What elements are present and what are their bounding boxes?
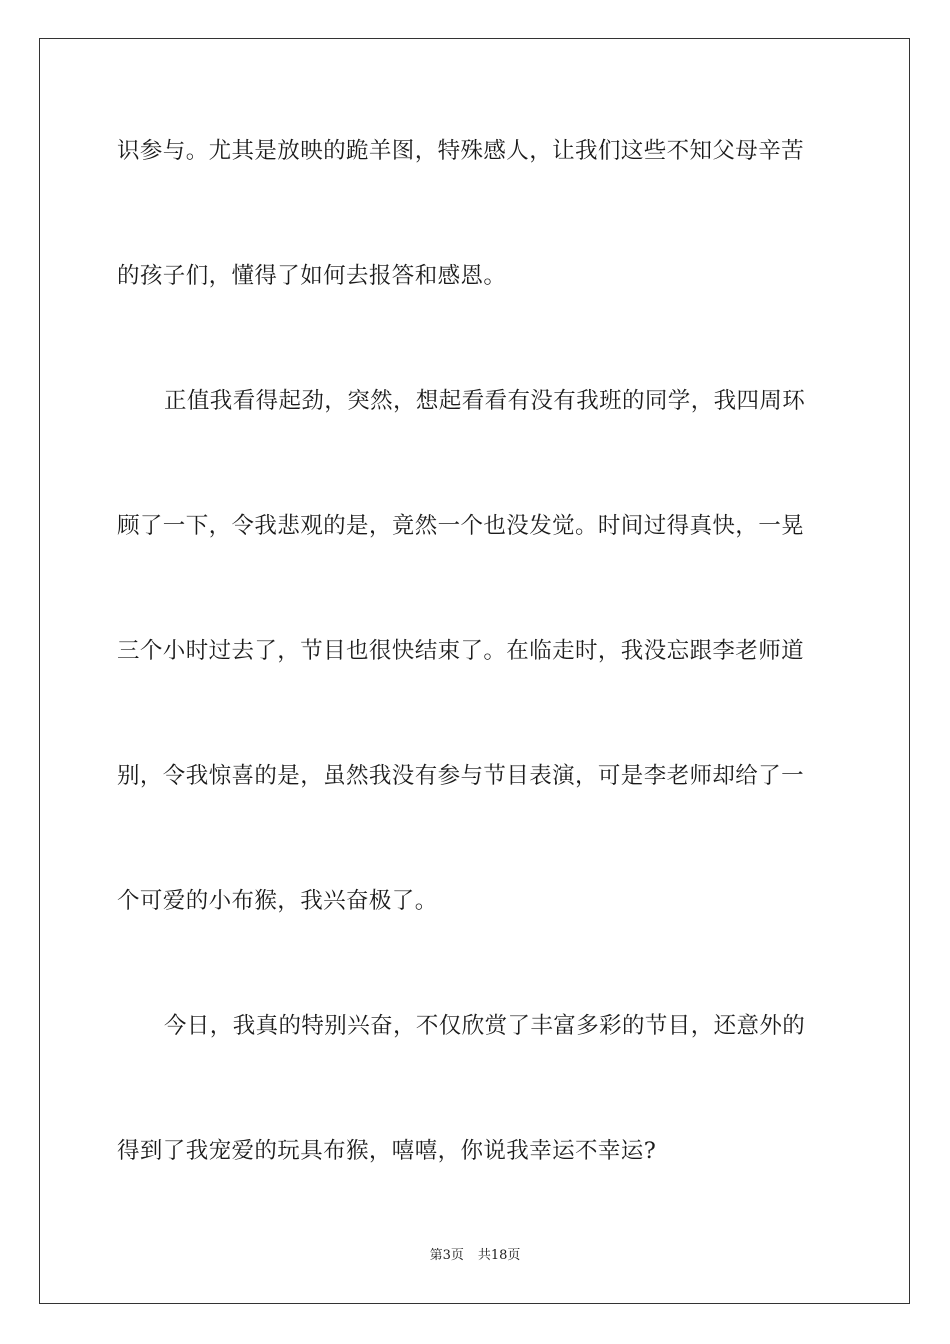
text-line-5: 三个小时过去了，节目也很快结束了。在临走时，我没忘跟李老师道	[117, 638, 805, 664]
text-line-2: 的孩子们，懂得了如何去报答和感恩。	[117, 263, 507, 289]
page-frame	[39, 38, 910, 1304]
text-line-9: 得到了我宠爱的玩具布猴，嘻嘻，你说我幸运不幸运?	[117, 1138, 657, 1164]
total-pages: 共18页	[477, 1248, 521, 1263]
page-footer	[0, 1247, 950, 1265]
text-line-4: 顾了一下，令我悲观的是，竟然一个也没发觉。时间过得真快，一晃	[117, 513, 805, 539]
text-line-3: 正值我看得起劲，突然，想起看看有没有我班的同学，我四周环	[164, 388, 806, 414]
text-line-1: 识参与。尤其是放映的跪羊图，特殊感人，让我们这些不知父母辛苦	[117, 138, 805, 164]
text-line-8: 今日，我真的特别兴奋，不仅欣赏了丰富多彩的节目，还意外的	[164, 1013, 806, 1039]
text-line-7: 个可爱的小布猴，我兴奋极了。	[117, 888, 438, 914]
text-line-6: 别，令我惊喜的是，虽然我没有参与节目表演，可是李老师却给了一	[117, 763, 805, 789]
page-number: 第3页	[429, 1248, 464, 1263]
